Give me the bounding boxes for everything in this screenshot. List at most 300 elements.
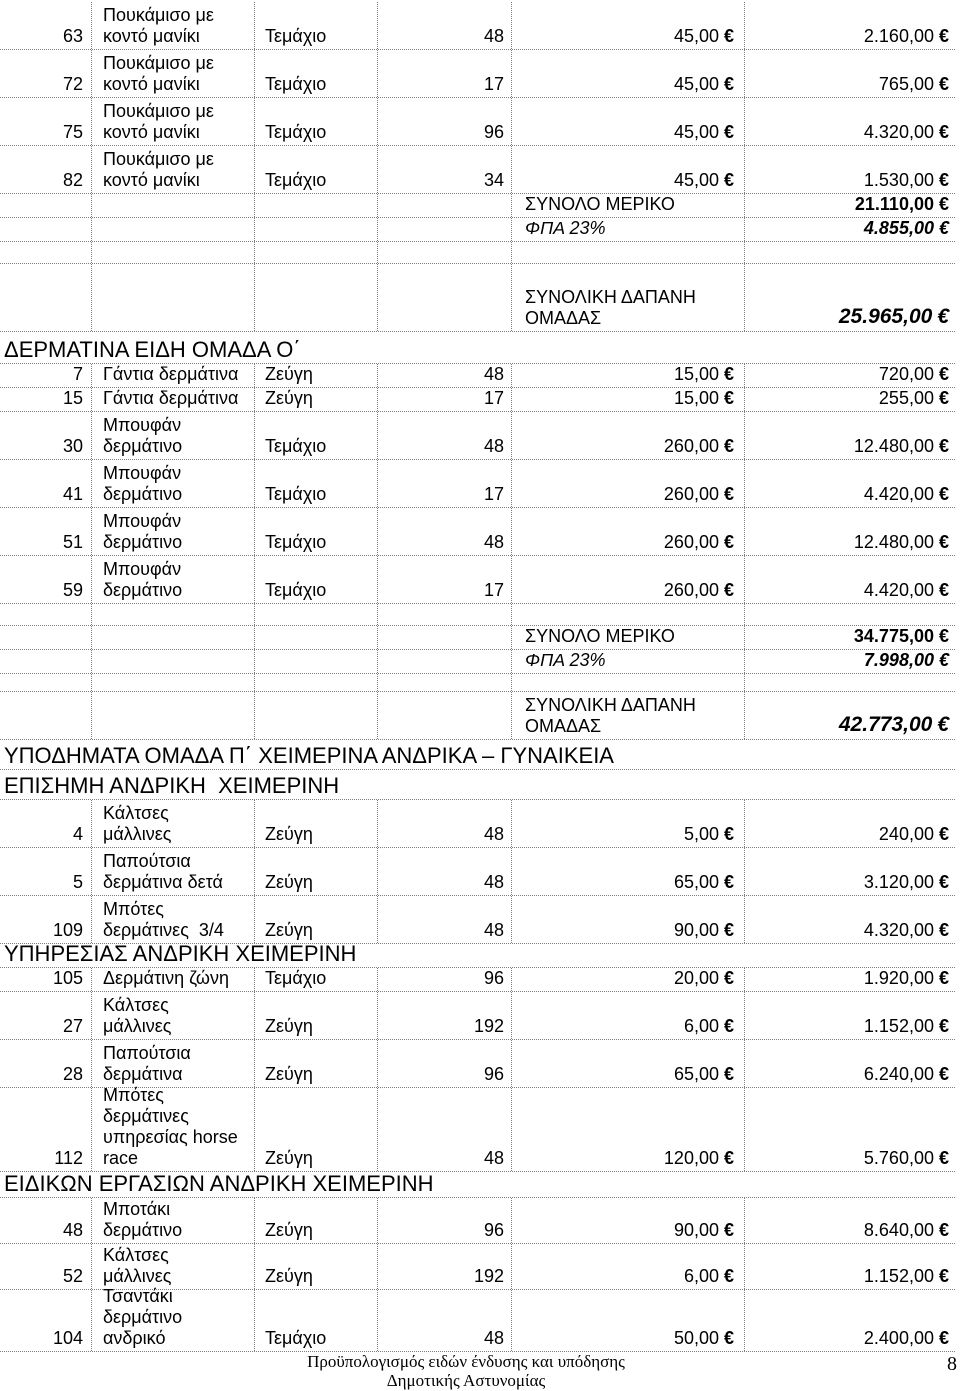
item-description: Πουκάμισο με κοντό μανίκι [92,98,255,145]
item-unit-price [512,1040,745,1087]
item-unit: Ζεύγη [255,848,378,895]
euro-sign: € [723,872,734,892]
item-number: 15 [0,388,92,411]
group-total-label: ΣΥΝΟΛΙΚΗ ΔΑΠΑΝΗ ΟΜΑΔΑΣ [512,692,745,739]
item-number: 5 [0,848,92,895]
euro-sign: € [938,968,949,988]
empty-cell [92,194,255,217]
euro-sign: € [723,1148,734,1168]
item-number: 4 [0,800,92,847]
item-row [0,800,955,848]
item-quantity: 96 [378,968,512,991]
empty-cell [92,242,255,263]
item-quantity: 48 [378,800,512,847]
euro-sign: € [723,388,734,408]
item-row [0,2,955,50]
item-unit: Τεμάχιο [255,508,378,555]
item-quantity: 48 [378,1290,512,1351]
item-row [0,968,955,992]
euro-sign: € [937,305,949,328]
empty-cell [0,604,92,625]
euro-sign: € [938,122,949,142]
vat-value [745,218,955,241]
empty-cell [255,218,378,241]
line-total-amount: 2.160,00 [863,26,934,46]
item-unit-price [512,388,745,411]
item-unit: Ζεύγη [255,1040,378,1087]
item-line-total [745,364,955,387]
footer-title-line-1: Προϋπολογισμός ειδών ένδυσης και υπόδησης [307,1352,625,1371]
item-unit: Τεμάχιο [255,412,378,459]
empty-cell [745,674,955,691]
vat-row [0,650,955,674]
item-row [0,1286,955,1352]
euro-sign: € [723,170,734,190]
euro-sign: € [723,1266,734,1286]
empty-cell [92,604,255,625]
empty-cell [378,674,512,691]
empty-cell [0,194,92,217]
empty-cell [92,218,255,241]
group-title: ΥΠΗΡΕΣΙΑΣ ΑΝΔΡΙΚΗ ΧΕΙΜΕΡΙΝΗ [4,941,357,966]
unit-price-amount: 260,00 [663,484,719,504]
item-row [0,460,955,508]
blank-row [0,604,955,626]
item-line-total [745,800,955,847]
item-description: Μπουφάν δερμάτινο [92,412,255,459]
euro-sign: € [723,484,734,504]
item-number: 30 [0,412,92,459]
item-number: 28 [0,1040,92,1087]
empty-cell [745,604,955,625]
item-description: Κάλτσες μάλλινες [92,1244,255,1289]
line-total-amount: 1.152,00 [863,1266,934,1286]
empty-cell [92,674,255,691]
item-unit-price [512,364,745,387]
empty-cell [255,626,378,649]
subtotal-value [745,626,955,649]
item-number: 63 [0,2,92,49]
vat-label: ΦΠΑ 23% [512,650,745,673]
group-total-amount: 42.773,00 [838,713,933,736]
subtotal-amount: 34.775,00 [853,626,934,646]
vat-amount: 4.855,00 [863,218,934,238]
item-row [0,1244,955,1290]
euro-sign: € [938,1016,949,1036]
item-line-total [745,460,955,507]
item-unit-price [512,556,745,603]
empty-cell [92,264,255,331]
section-title-row [0,332,955,364]
item-unit-price [512,1088,745,1171]
blank-row [0,674,955,692]
line-total-amount: 2.400,00 [863,1328,934,1348]
item-description: Γάντια δερμάτινα [92,388,255,411]
section-title-row [0,740,955,770]
euro-sign: € [938,74,949,94]
empty-cell [378,264,512,331]
unit-price-amount: 45,00 [673,170,719,190]
item-line-total [745,1088,955,1171]
item-unit-price [512,1290,745,1351]
footer-title-line-2: Δημοτικής Αστυνομίας [386,1371,546,1390]
euro-sign: € [723,1016,734,1036]
item-unit: Ζεύγη [255,1244,378,1289]
group-total-value [745,264,955,331]
vat-amount: 7.998,00 [863,650,934,670]
item-unit-price [512,460,745,507]
item-number: 104 [0,1290,92,1351]
item-quantity: 192 [378,1244,512,1289]
empty-cell [745,242,955,263]
item-row [0,556,955,604]
item-line-total [745,50,955,97]
euro-sign: € [938,26,949,46]
unit-price-amount: 20,00 [673,968,719,988]
empty-cell [0,242,92,263]
euro-sign: € [938,170,949,190]
item-unit: Ζεύγη [255,800,378,847]
item-unit: Ζεύγη [255,388,378,411]
item-line-total [745,388,955,411]
item-number: 27 [0,992,92,1039]
euro-sign: € [723,1328,734,1348]
empty-cell [512,674,745,691]
unit-price-amount: 6,00 [683,1016,719,1036]
item-quantity: 48 [378,2,512,49]
item-number: 7 [0,364,92,387]
item-quantity: 17 [378,50,512,97]
empty-cell [255,674,378,691]
unit-price-amount: 15,00 [673,388,719,408]
page-number: 8 [947,1353,957,1375]
group-total-value [745,692,955,739]
empty-cell [512,604,745,625]
item-description: Πουκάμισο με κοντό μανίκι [92,146,255,193]
item-quantity: 48 [378,508,512,555]
section-title: ΔΕΡΜΑΤΙΝΑ ΕΙΔΗ ΟΜΑΔΑ Ο΄ [4,337,301,362]
item-unit: Τεμάχιο [255,556,378,603]
empty-cell [0,692,92,739]
euro-sign: € [723,1220,734,1240]
empty-cell [255,650,378,673]
item-description: Γάντια δερμάτινα [92,364,255,387]
euro-sign: € [938,1064,949,1084]
item-quantity: 96 [378,1040,512,1087]
item-line-total [745,968,955,991]
item-number: 82 [0,146,92,193]
empty-cell [378,218,512,241]
item-number: 48 [0,1198,92,1243]
item-unit: Ζεύγη [255,896,378,943]
item-unit-price [512,1244,745,1289]
item-row [0,1040,955,1088]
item-line-total [745,992,955,1039]
item-line-total [745,848,955,895]
empty-cell [0,264,92,331]
euro-sign: € [938,532,949,552]
unit-price-amount: 260,00 [663,436,719,456]
line-total-amount: 12.480,00 [853,436,934,456]
euro-sign: € [723,122,734,142]
euro-sign: € [723,920,734,940]
section-title: ΥΠΟΔΗΜΑΤΑ ΟΜΑΔΑ Π΄ ΧΕΙΜΕΡΙΝΑ ΑΝΔΡΙΚΑ – ΓΥΝΑΙΚΕΙΑ [4,743,614,768]
item-row [0,146,955,194]
line-total-amount: 5.760,00 [863,1148,934,1168]
item-unit-price [512,800,745,847]
euro-sign: € [723,1064,734,1084]
item-quantity: 48 [378,364,512,387]
group-title: ΕΙΔΙΚΩΝ ΕΡΓΑΣΙΩΝ ΑΝΔΡΙΚΗ ΧΕΙΜΕΡΙΝΗ [4,1171,434,1196]
euro-sign: € [723,364,734,384]
item-quantity: 48 [378,896,512,943]
group-total-row [0,692,955,740]
euro-sign: € [938,436,949,456]
item-number: 109 [0,896,92,943]
item-unit: Τεμάχιο [255,50,378,97]
empty-cell [378,194,512,217]
euro-sign: € [938,388,949,408]
vat-label: ΦΠΑ 23% [512,218,745,241]
item-quantity: 96 [378,1198,512,1243]
item-line-total [745,896,955,943]
item-unit: Ζεύγη [255,992,378,1039]
item-unit: Τεμάχιο [255,1290,378,1351]
euro-sign: € [938,580,949,600]
euro-sign: € [938,650,949,670]
unit-price-amount: 45,00 [673,74,719,94]
unit-price-amount: 15,00 [673,364,719,384]
empty-cell [0,650,92,673]
item-description: Παπούτσια δερμάτινα δετά [92,848,255,895]
empty-cell [378,626,512,649]
euro-sign: € [723,436,734,456]
empty-cell [0,626,92,649]
item-row [0,50,955,98]
item-quantity: 34 [378,146,512,193]
item-description: Μπότες δερμάτινες υπηρεσίας horse race [92,1088,255,1171]
item-unit: Τεμάχιο [255,968,378,991]
item-row [0,896,955,944]
item-unit-price [512,98,745,145]
euro-sign: € [938,626,949,646]
euro-sign: € [723,580,734,600]
item-row [0,1085,955,1172]
group-title: ΕΠΙΣΗΜΗ ΑΝΔΡΙΚΗ ΧΕΙΜΕΡΙΝΗ [4,773,340,798]
unit-price-amount: 90,00 [673,920,719,940]
subtotal-row [0,194,955,218]
euro-sign: € [938,484,949,504]
item-number: 112 [0,1088,92,1171]
line-total-amount: 1.920,00 [863,968,934,988]
item-row [0,388,955,412]
item-quantity: 48 [378,412,512,459]
item-unit: Τεμάχιο [255,146,378,193]
item-line-total [745,556,955,603]
empty-cell [378,242,512,263]
item-row [0,98,955,146]
item-unit-price [512,146,745,193]
line-total-amount: 12.480,00 [853,532,934,552]
euro-sign: € [723,26,734,46]
line-total-amount: 765,00 [878,74,934,94]
item-number: 59 [0,556,92,603]
budget-table [0,2,955,1352]
item-row [0,508,955,556]
item-row [0,992,955,1040]
item-line-total [745,1290,955,1351]
item-row [0,412,955,460]
item-number: 105 [0,968,92,991]
line-total-amount: 4.420,00 [863,580,934,600]
item-line-total [745,412,955,459]
subtotal-value [745,194,955,217]
unit-price-amount: 65,00 [673,872,719,892]
empty-cell [378,650,512,673]
euro-sign: € [723,968,734,988]
unit-price-amount: 90,00 [673,1220,719,1240]
group-total-amount: 25.965,00 [838,305,933,328]
line-total-amount: 240,00 [878,824,934,844]
item-quantity: 96 [378,98,512,145]
item-unit-price [512,50,745,97]
euro-sign: € [938,872,949,892]
empty-cell [255,264,378,331]
item-description: Κάλτσες μάλλινες [92,992,255,1039]
line-total-amount: 1.530,00 [863,170,934,190]
unit-price-amount: 5,00 [683,824,719,844]
item-quantity: 192 [378,992,512,1039]
item-number: 41 [0,460,92,507]
item-description: Πουκάμισο με κοντό μανίκι [92,50,255,97]
vat-value [745,650,955,673]
group-total-label: ΣΥΝΟΛΙΚΗ ΔΑΠΑΝΗ ΟΜΑΔΑΣ [512,264,745,331]
item-line-total [745,146,955,193]
vat-row [0,218,955,242]
item-number: 72 [0,50,92,97]
line-total-amount: 8.640,00 [863,1220,934,1240]
empty-cell [378,692,512,739]
line-total-amount: 4.320,00 [863,122,934,142]
euro-sign: € [938,1266,949,1286]
empty-cell [255,242,378,263]
euro-sign: € [723,824,734,844]
item-quantity: 48 [378,1088,512,1171]
unit-price-amount: 260,00 [663,532,719,552]
item-description: Κάλτσες μάλλινες [92,800,255,847]
euro-sign: € [938,920,949,940]
line-total-amount: 4.320,00 [863,920,934,940]
item-number: 52 [0,1244,92,1289]
item-description: Τσαντάκι δερμάτινο ανδρικό [92,1290,255,1351]
empty-cell [378,604,512,625]
euro-sign: € [938,1148,949,1168]
item-row [0,1198,955,1244]
unit-price-amount: 6,00 [683,1266,719,1286]
euro-sign: € [938,194,949,214]
group-title-row [0,770,955,800]
empty-cell [255,604,378,625]
subtotal-label: ΣΥΝΟΛΟ ΜΕΡΙΚΟ [512,626,745,649]
item-line-total [745,1198,955,1243]
euro-sign: € [938,364,949,384]
item-number: 51 [0,508,92,555]
page-footer [0,1352,932,1390]
euro-sign: € [938,824,949,844]
item-line-total [745,1040,955,1087]
item-unit-price [512,992,745,1039]
line-total-amount: 1.152,00 [863,1016,934,1036]
line-total-amount: 3.120,00 [863,872,934,892]
unit-price-amount: 45,00 [673,26,719,46]
subtotal-label: ΣΥΝΟΛΟ ΜΕΡΙΚΟ [512,194,745,217]
group-total-row [0,264,955,332]
group-title-row [0,941,955,968]
empty-cell [0,674,92,691]
item-unit-price [512,2,745,49]
unit-price-amount: 120,00 [663,1148,719,1168]
item-description: Μπότες δερμάτινες 3/4 [92,896,255,943]
item-line-total [745,1244,955,1289]
item-unit-price [512,1198,745,1243]
unit-price-amount: 65,00 [673,1064,719,1084]
item-unit: Ζεύγη [255,364,378,387]
item-description: Μπουφάν δερμάτινο [92,556,255,603]
item-description: Δερμάτινη ζώνη [92,968,255,991]
subtotal-amount: 21.110,00 [854,194,934,214]
unit-price-amount: 260,00 [663,580,719,600]
empty-cell [255,194,378,217]
euro-sign: € [938,218,949,238]
empty-cell [92,692,255,739]
item-line-total [745,508,955,555]
item-quantity: 17 [378,556,512,603]
item-unit: Ζεύγη [255,1198,378,1243]
item-unit: Ζεύγη [255,1088,378,1171]
empty-cell [92,650,255,673]
item-quantity: 17 [378,460,512,507]
item-description: Πουκάμισο με κοντό μανίκι [92,2,255,49]
line-total-amount: 4.420,00 [863,484,934,504]
item-number: 75 [0,98,92,145]
item-unit: Τεμάχιο [255,98,378,145]
unit-price-amount: 45,00 [673,122,719,142]
line-total-amount: 255,00 [878,388,934,408]
empty-cell [512,242,745,263]
item-unit: Τεμάχιο [255,460,378,507]
euro-sign: € [937,713,949,736]
item-line-total [745,2,955,49]
unit-price-amount: 50,00 [673,1328,719,1348]
item-description: Μπουφάν δερμάτινο [92,508,255,555]
euro-sign: € [723,74,734,94]
empty-cell [92,626,255,649]
item-unit-price [512,896,745,943]
item-unit-price [512,508,745,555]
item-description: Μποτάκι δερμάτινο [92,1198,255,1243]
item-quantity: 48 [378,848,512,895]
line-total-amount: 6.240,00 [863,1064,934,1084]
empty-cell [0,218,92,241]
item-quantity: 17 [378,388,512,411]
empty-cell [255,692,378,739]
subtotal-row [0,626,955,650]
group-title-row [0,1172,955,1198]
item-row [0,848,955,896]
item-unit: Τεμάχιο [255,2,378,49]
item-row [0,364,955,388]
item-description: Μπουφάν δερμάτινο [92,460,255,507]
